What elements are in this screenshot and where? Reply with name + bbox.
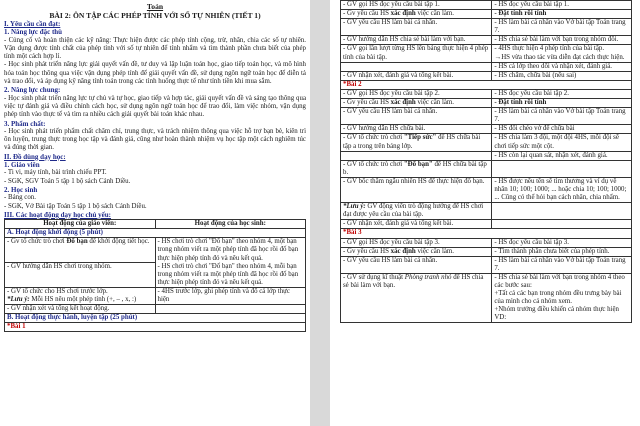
teacher-cell: - GV nhận xét, đánh giá và tổng kết bài. [341,71,492,80]
subsection-heading: 2. Năng lực chung: [4,86,61,95]
student-cell: - HS được nêu tên sẽ tìm thương và ví dụ về nhân 10; 100; 1000; ... hoặc chia 10; 100; 1000; ... Cũng có thể hỏi bạn cách nhân, chia nhẩm. [492,177,632,202]
student-cell: - HS làm bài cá nhân vào Vở bài tập Toán trang 7. [492,19,632,36]
lesson-title: BÀI 2: ÔN TẬP CÁC PHÉP TÍNH VỚI SỐ TỰ NHIÊN (TIẾT 1) [49,11,261,20]
table-row [341,99,632,108]
teacher-cell: - GV tổ chức trò chơi "Tiếp sức" để HS chữa bài tập a trong trên bảng lớp. [341,134,492,151]
table-row [341,151,632,160]
paragraph: - Ti vi, máy tính, bài trình chiếu PPT. [4,169,107,177]
section-heading: I. Yêu cầu cần đạt: [4,20,61,28]
teacher-cell: - GV yêu cầu HS làm bài cá nhân. [341,19,492,36]
column-header-teacher: Hoạt động của giáo viên: [5,220,156,229]
student-cell: - HS chấm, chữa bài (nếu sai) [492,71,632,80]
student-cell [492,203,632,220]
student-cell [155,305,306,314]
subsection-heading: 2. Học sinh [4,185,38,194]
table-row [341,71,632,80]
table-row [341,1,632,10]
column-header-student: Hoạt động của học sinh: [155,220,306,229]
teacher-cell: - GV nhận xét, đánh giá và tổng kết bài. [341,220,492,229]
teacher-cell: - GV yêu cầu HS làm bài cá nhân. [341,256,492,273]
teacher-cell: - GV tổ chức trò chơi "Đố bạn" để HS chữa bài tập b. [341,160,492,177]
student-cell: - HS đọc yêu cầu bài tập 2. [492,89,632,98]
paragraph: - Học sinh phát triển phẩm chất chăm chỉ, trung thực, và trách nhiệm thông qua việc hỗ trợ bạn bè, kiên trì ôn luyện, trung thực trong học tập và đánh giá, cũng như hoàn thành nhiệm vụ học tập một cách nghiêm túc và đúng thời gian. [4,127,306,152]
student-cell: - HS còn lại quan sát, nhận xét, đánh giá. [492,151,632,160]
activity-table [4,219,306,332]
activity-section: B. Hoạt động thực hành, luyện tập (25 phút) [5,314,306,323]
student-cell: - HS làm bài cá nhân vào Vở bài tập Toán trang 7. [492,108,632,125]
teacher-cell: - GV hướng dẫn HS chơi trong nhóm. [5,263,156,288]
student-cell: - 4HS trước lớp, ghi phép tính và đố cả lớp thực hiện [155,287,306,304]
student-cell: - Tìm thành phần chưa biết của phép tính. [492,247,632,256]
table-row [341,220,632,229]
student-cell: - HS làm bài cá nhân vào Vở bài tập Toán trang 7. [492,256,632,273]
teacher-cell: - GV yêu cầu HS làm bài cá nhân. [341,108,492,125]
student-cell: - HS chia sẻ bài làm với bạn trong nhóm 4 theo các bước sau: +Tất cả các bạn trong nhóm đều trưng bày bài của mình cho cả nhóm xem. +Nhóm trưởng điều khiển cả nhóm thực hiện VD: [492,273,632,323]
teacher-cell: - GV hướng dẫn HS chia sẻ bài làm với bạn. [341,36,492,45]
table-row [341,160,632,177]
activity-section: A. Hoạt động khởi động (5 phút) [5,229,306,238]
table-row [341,273,632,323]
subsection-heading: 3. Phẩm chất: [4,119,46,128]
student-cell: - HS đọc yêu cầu bài tập 1. [492,1,632,10]
teacher-cell [341,151,492,160]
table-row [341,125,632,134]
table-row [341,36,632,45]
table-row [341,177,632,202]
activity-table-continued [340,0,632,323]
table-row [341,256,632,273]
student-cell [492,160,632,177]
section-heading: III. Các hoạt động dạy học chủ yếu: [4,210,111,219]
section-heading: II. Đồ dùng dạy học: [4,152,66,161]
student-cell [492,220,632,229]
student-cell: - HS chia sẻ bài làm với bạn trong nhóm đôi. [492,36,632,45]
student-cell: - HS cả lớp theo dõi và nhận xét, đánh giá. [492,62,632,71]
table-row [341,45,632,62]
exercise-label: *Bài 1 [5,323,306,332]
exercise-label: *Bài 3 [341,229,632,238]
page-gutter [310,0,330,426]
teacher-cell: - Gv yêu cầu HS xác định việc cần làm. [341,247,492,256]
table-row [341,19,632,36]
teacher-cell: - GV gọi HS đọc yêu cầu bài tập 1. [341,1,492,10]
teacher-cell: - GV sử dụng kĩ thuật Phòng tranh nhỏ để HS chia sẻ bài làm với bạn. [341,273,492,323]
student-cell: - Đặt tính rồi tính [492,10,632,19]
paragraph: - SGK, Vở Bài tập Toán 5 tập 1 bộ sách Cánh Diều. [4,202,147,210]
teacher-cell: - GV tổ chức cho HS chơi trước lớp. *Lưu ý: Mỗi HS nêu một phép tính (+, – , x, :) [5,287,156,304]
teacher-cell: - GV gọi HS đọc yêu cầu bài tập 3. [341,238,492,247]
student-cell: - 4HS thực hiện 4 phép tính của bài tập. →HS vừa thao tác vừa diễn đạt cách thực hiện. [492,45,632,62]
student-cell: - HS chơi trò chơi "Đố bạn" theo nhóm 4, một bạn trong nhóm viết ra một phép tính đã học rồi đố bạn thực hiện phép tính đó và nêu kết quả. - HS chơi trò chơi "Đố bạn" theo nhóm 4, mỗi bạn trong nhóm viết ra một phép tính đã học rồi đố bạn thực hiện phép tính đó và nêu kết quả. [155,238,306,288]
subsection-heading: 1. Năng lực đặc thù [4,28,63,37]
exercise-label: *Bài 2 [341,80,632,89]
subsection-heading: 1. Giáo viên [4,161,40,170]
teacher-cell: - Gv yêu cầu HS xác định việc cần làm. [341,10,492,19]
teacher-cell [341,62,492,71]
table-row [341,108,632,125]
paragraph: - SGK, SGV Toán 5 tập 1 bộ sách Cánh Diều. [4,177,131,185]
right-page [330,0,640,426]
table-row [341,62,632,71]
paragraph: - Củng cố và hoàn thiện các kỹ năng: Thực hiện được các phép tính cộng, trừ, nhân, chia các số tự nhiên. Vận dụng được tính chất của phép tính với số tự nhiên để tính nhẩm và tìm thành phần chưa biết của phép tính một cách hợp lí. [4,36,306,61]
table-row [341,203,632,220]
teacher-cell: - GV nhận xét và tổng kết hoạt động. [5,305,156,314]
left-page [0,0,310,426]
teacher-cell: - GV hướng dẫn HS chữa bài. [341,125,492,134]
table-row [341,134,632,151]
teacher-cell: *Lưu ý: GV động viên trò động hướng để HS chơi đạt được yêu cầu của bài tập. [341,203,492,220]
table-row [341,89,632,98]
table-row [341,247,632,256]
student-cell: - HS đọc yêu cầu bài tập 3. [492,238,632,247]
teacher-cell: - Gv yêu cầu HS xác định việc cần làm. [341,99,492,108]
student-cell: - HS chia làm 3 đội, một đội 4HS, mỗi đội sẽ chơi tiếp sức một cột. [492,134,632,151]
paragraph: - Học sinh phát triển năng lực giải quyết vấn đề, tư duy và lập luận toán học, giao tiếp toán học, và mô hình hóa toán học thông qua việc vận dụng phép tính để giải quyết vấn đề, sử dụng ngôn ngữ toán học để diễn tả và trao đổi, và áp dụng kỹ năng tính toán trong các tình huống thực tế như tính tiền khi mua sắm. [4,61,306,86]
paragraph: - Bảng con. [4,194,36,202]
table-row [341,238,632,247]
teacher-cell: - Gv tổ chức trò chơi Đố bạn để khởi động tiết học. [5,238,156,263]
teacher-cell: - GV gọi lần lượt từng HS lên bảng thực hiện 4 phép tính của bài tập. [341,45,492,62]
teacher-cell: - GV gọi HS đọc yêu cầu bài tập 2. [341,89,492,98]
paragraph: - Học sinh phát triển năng lực tự chủ và tự học, giao tiếp và hợp tác, giải quyết vấn đề và sáng tạo thông qua việc tự đánh giá và điều chỉnh cách học, sử dụng ngôn ngữ toán học để trao đổi, làm việc nhóm, vận dụng phép tính vào thực tế và tìm ra nhiều cách giải quyết bài toán khác nhau. [4,94,306,119]
student-cell: - Đặt tính rồi tính [492,99,632,108]
subject-heading: Toán [146,2,164,11]
student-cell: - HS đổi chéo vở để chữa bài [492,125,632,134]
table-row [341,10,632,19]
teacher-cell: - GV bốc thăm ngẫu nhiên HS để thực hiện đố bạn. [341,177,492,202]
